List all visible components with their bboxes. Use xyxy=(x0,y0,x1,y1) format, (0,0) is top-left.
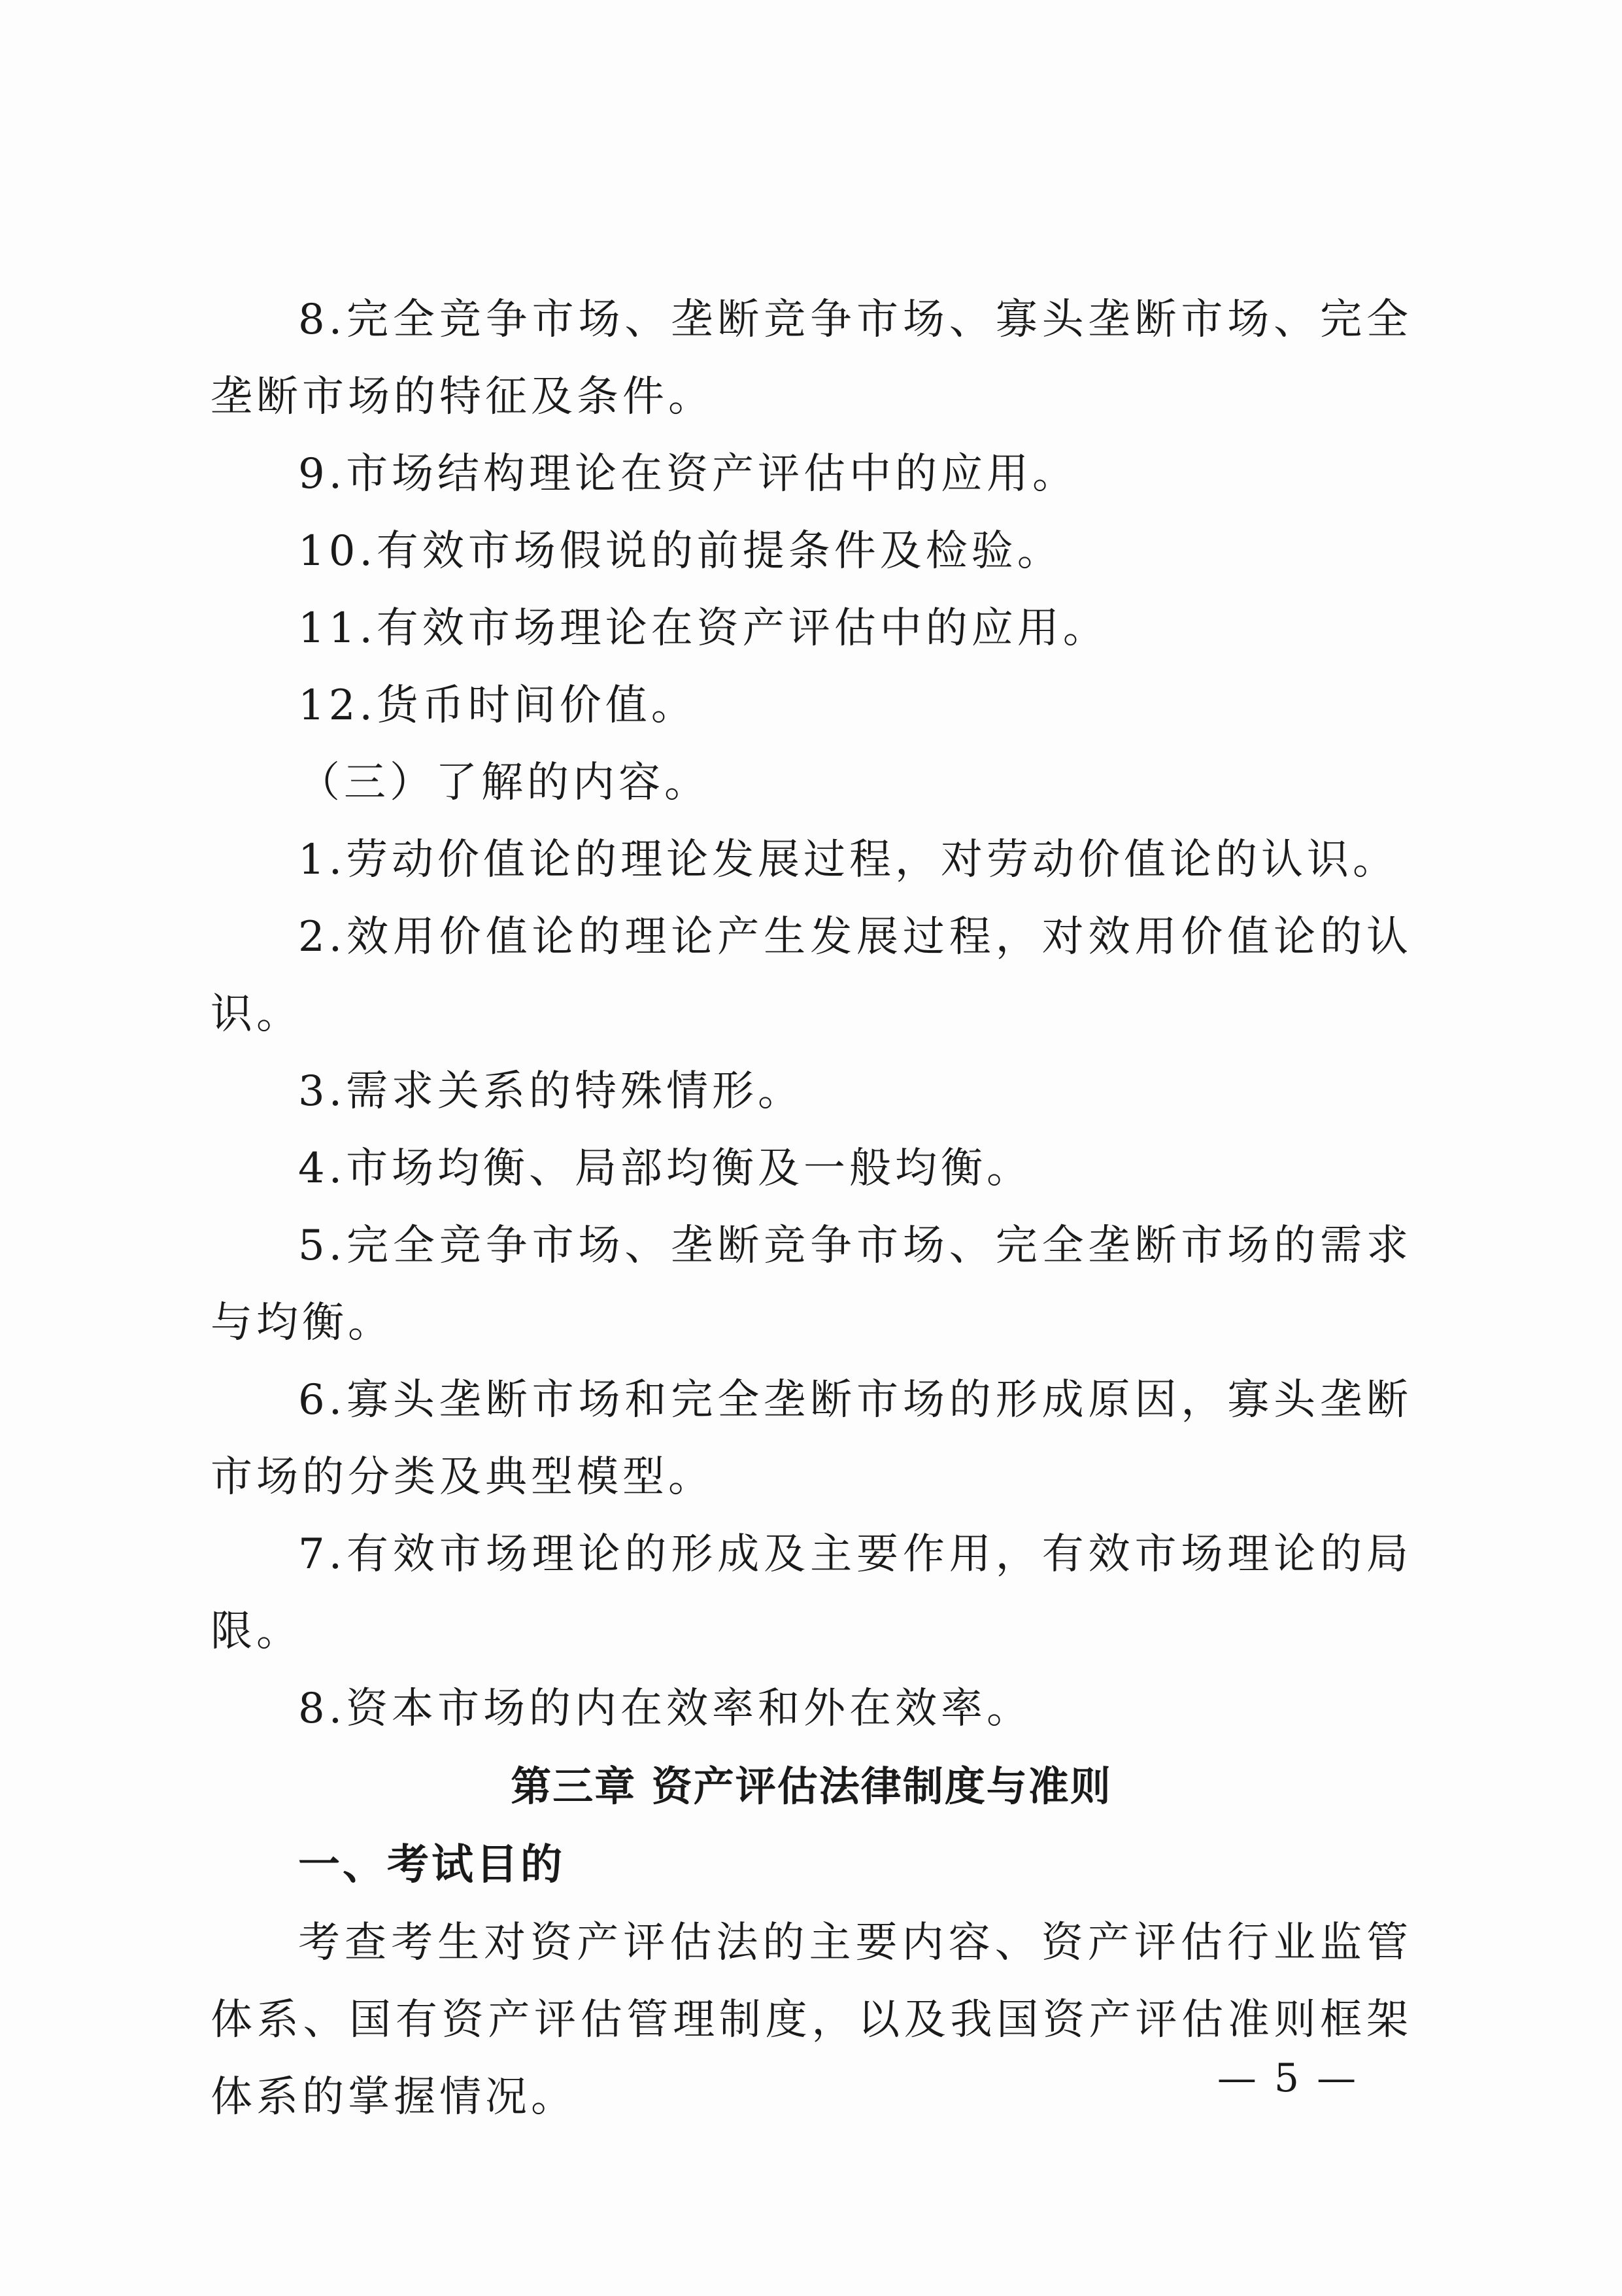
list-item: 11.有效市场理论在资产评估中的应用。 xyxy=(298,604,1109,653)
chapter-title: 第三章 资产评估法律制度与准则 xyxy=(511,1762,1112,1810)
list-item: 2.效用价值论的理论产生发展过程，对效用价值论的认识。 xyxy=(211,913,1412,1038)
list-item: 10.有效市场假说的前提条件及检验。 xyxy=(298,527,1063,575)
list-item: 12.货币时间价值。 xyxy=(298,681,697,730)
list-item: 8.资本市场的内在效率和外在效率。 xyxy=(298,1685,1033,1733)
page-content xyxy=(211,281,1412,2136)
subheading-understand: （三）了解的内容。 xyxy=(298,759,710,807)
list-item: 7.有效市场理论的形成及主要作用，有效市场理论的局限。 xyxy=(211,1530,1412,1656)
list-item: 8.完全竞争市场、垄断竞争市场、寡头垄断市场、完全垄断市场的特征及条件。 xyxy=(211,296,1412,421)
section-body: 考查考生对资产评估法的主要内容、资产评估行业监管体系、国有资产评估管理制度，以及我国资产评估准则框架体系的掌握情况。 xyxy=(211,1919,1412,2121)
list-item: 3.需求关系的特殊情形。 xyxy=(298,1067,804,1116)
list-item: 1.劳动价值论的理论发展过程，对劳动价值论的认识。 xyxy=(298,836,1399,884)
section-heading: 一、考试目的 xyxy=(298,1841,565,1889)
list-item: 4.市场均衡、局部均衡及一般均衡。 xyxy=(298,1144,1033,1193)
list-item: 5.完全竞争市场、垄断竞争市场、完全垄断市场的需求与均衡。 xyxy=(211,1222,1412,1347)
list-item: 6.寡头垄断市场和完全垄断市场的形成原因，寡头垄断市场的分类及典型模型。 xyxy=(211,1376,1412,1501)
page-number: — 5 — xyxy=(1217,2055,1359,2101)
list-item: 9.市场结构理论在资产评估中的应用。 xyxy=(298,450,1079,498)
